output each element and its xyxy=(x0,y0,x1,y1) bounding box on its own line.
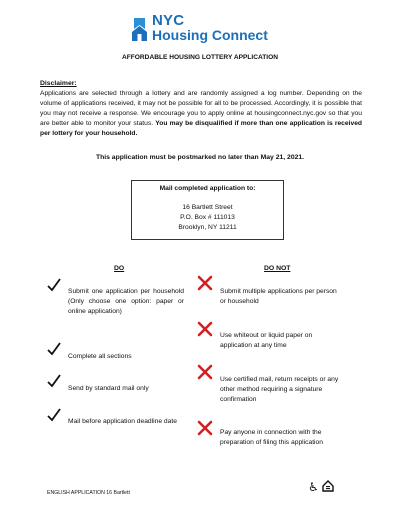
mail-line-street: 16 Bartlett Street xyxy=(182,204,233,211)
red-x-icon xyxy=(197,321,213,337)
nyc-housing-connect-logo xyxy=(131,13,271,49)
do-heading: DO xyxy=(114,265,125,272)
checkmark-icon xyxy=(47,408,61,422)
checkmark-icon xyxy=(47,374,61,388)
checkmark-icon xyxy=(47,278,61,292)
checkmark-icon xyxy=(47,342,61,356)
do-item: Send by standard mail only xyxy=(68,385,149,392)
equal-housing-icon xyxy=(322,480,334,492)
red-x-icon xyxy=(197,364,213,380)
do-not-item: Use certified mail, return receipts or any other method requiring a signature confirmation xyxy=(220,376,339,404)
mail-line-city: Brooklyn, NY 11211 xyxy=(178,224,237,231)
footer-symbols xyxy=(308,480,334,494)
accessibility-icon: ♿ xyxy=(308,480,319,494)
mail-heading: Mail completed application to: xyxy=(159,185,256,192)
do-item: Mail before application deadline date xyxy=(68,418,177,425)
do-item: Complete all sections xyxy=(68,353,132,360)
disclaimer-body xyxy=(40,89,362,139)
do-item: Submit one application per household (Only choose one option: paper or online application) xyxy=(68,288,184,316)
logo-text-nyc: NYC xyxy=(152,12,185,29)
red-x-icon xyxy=(197,275,213,291)
postmark-deadline: This application must be postmarked no later than May 21, 2021. xyxy=(95,154,305,161)
do-not-item: Submit multiple applications per person or household xyxy=(220,288,337,306)
disclaimer-text: Applications are selected through a lottery and are randomly assigned a log number. Depending on the volume of applications received, it may not be possible for all to be processed. Accordingly, it is possible that you may not receive a response. We encourage you to apply online at housingconnect.nyc.gov so that you are better able to monitor your status. xyxy=(40,90,362,128)
disclaimer-heading: Disclaimer: xyxy=(40,80,77,87)
document-title: AFFORDABLE HOUSING LOTTERY APPLICATION xyxy=(121,54,279,61)
mail-line-pobox: P.O. Box # 111013 xyxy=(180,214,235,221)
do-not-item: Pay anyone in connection with the preparation of filing this application xyxy=(220,429,323,447)
house-logo-icon xyxy=(131,16,148,42)
logo-text-housing-connect: Housing Connect xyxy=(152,27,268,43)
do-not-item: Use whiteout or liquid paper on application at any time xyxy=(220,332,313,350)
disclaimer-bold-text: You may be disqualified if more than one application is received per lottery for your household. xyxy=(40,120,362,138)
do-not-heading: DO NOT xyxy=(264,265,291,272)
red-x-icon xyxy=(197,420,213,436)
footer-label: ENGLISH APPLICATION 16 Bartlett xyxy=(47,490,130,496)
mail-address-box xyxy=(131,180,284,240)
